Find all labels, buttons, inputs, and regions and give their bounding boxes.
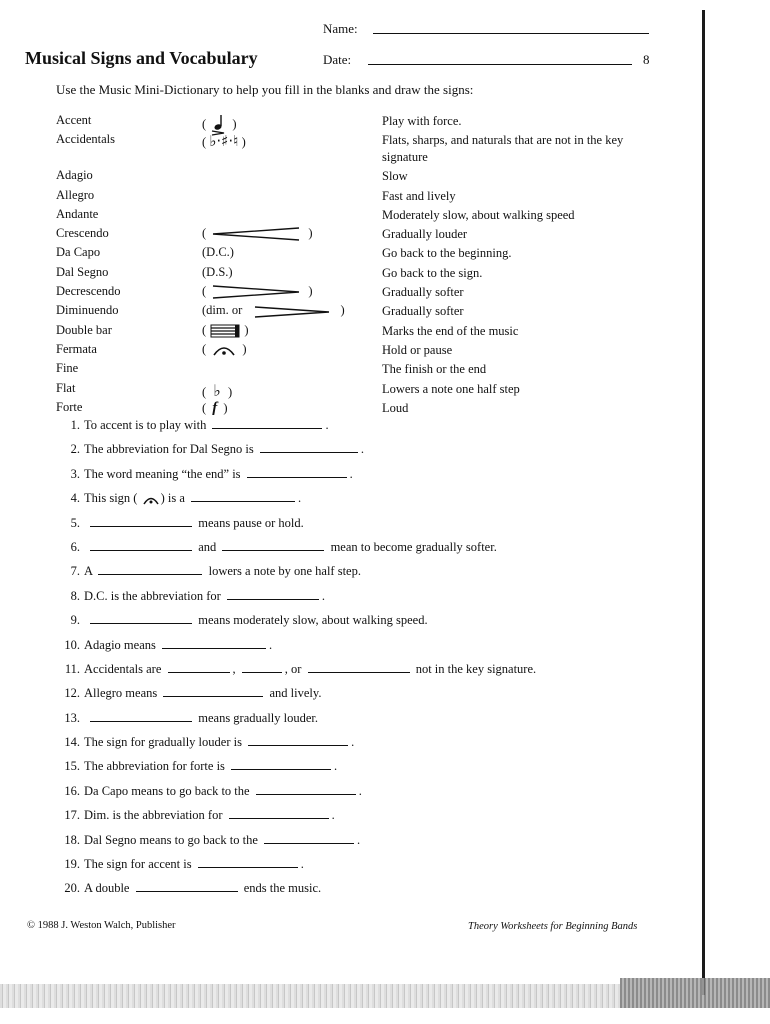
question-row: 7. A lowers a note by one half step. [58, 564, 678, 588]
date-label: Date: [323, 52, 352, 67]
answer-blank[interactable] [90, 541, 192, 551]
dictionary-row [56, 303, 666, 322]
answer-blank[interactable] [98, 565, 202, 575]
question-number: 9. [70, 613, 80, 628]
diminuendo-sign: (dim. or ) [202, 303, 345, 319]
question-number: 4. [70, 491, 80, 506]
dictionary-row [56, 400, 666, 419]
answer-blank[interactable] [162, 639, 266, 649]
question-row: 14. The sign for gradually louder is . [58, 735, 678, 759]
dictionary-row [56, 245, 666, 264]
question-row: 15. The abbreviation for forte is . [58, 759, 678, 783]
question-row: 19. The sign for accent is . [58, 857, 678, 881]
answer-blank[interactable] [231, 760, 331, 770]
answer-blank[interactable] [264, 834, 354, 844]
dal-segno-sign: (D.S.) [202, 264, 233, 279]
question-number: 12. [64, 686, 80, 701]
question-number: 2. [70, 442, 80, 457]
question-number: 13. [64, 710, 80, 725]
dictionary-term: Double bar [56, 322, 112, 337]
dictionary-term: Accent [56, 113, 92, 127]
dictionary-term: Decrescendo [56, 284, 121, 299]
dictionary-row [56, 323, 666, 342]
question-row: 18. Dal Segno means to go back to the . [58, 833, 678, 857]
dictionary-row [56, 284, 666, 303]
dictionary-row [56, 381, 666, 400]
dictionary-definition: Slow [382, 169, 408, 184]
answer-blank[interactable] [256, 785, 356, 795]
name-blank[interactable] [373, 33, 649, 34]
dictionary-row [56, 265, 666, 284]
flat-sign: ( ♭ ) [202, 380, 233, 400]
dictionary-term: Da Capo [56, 245, 101, 260]
dictionary-definition: Go back to the sign. [382, 265, 483, 280]
answer-blank[interactable] [308, 663, 410, 673]
question-number: 18. [64, 832, 80, 847]
flat-icon: ♭ [213, 380, 221, 400]
mini-dictionary [56, 113, 666, 419]
question-row: 12. Allegro means and lively. [58, 686, 678, 710]
scan-noise-band [0, 984, 770, 1008]
answer-blank[interactable] [222, 541, 324, 551]
instructions: Use the Music Mini-Dictionary to help you fill in the blanks and draw the signs: [56, 82, 474, 97]
question-number: 10. [64, 637, 80, 652]
question-row: 13. means gradually louder. [58, 711, 678, 735]
da-capo-sign: (D.C.) [202, 245, 234, 260]
worksheet-title: Musical Signs and Vocabulary [25, 48, 258, 68]
crescendo-sign: ( ) [202, 226, 313, 242]
fermata-icon [209, 342, 239, 358]
double-bar-icon [209, 323, 241, 339]
dictionary-term: Fine [56, 361, 79, 376]
fill-in-questions [58, 418, 678, 906]
question-row: 16. Da Capo means to go back to the . [58, 784, 678, 808]
decrescendo-hairpin-icon [209, 284, 305, 300]
question-number: 7. [70, 564, 80, 579]
accidentals-sign: ( ♭·♯·♮ ) [202, 132, 246, 151]
dictionary-term: Accidentals [56, 132, 116, 147]
dictionary-term: Forte [56, 399, 83, 414]
question-number: 11. [64, 661, 80, 676]
accent-sign: ( ) [202, 113, 237, 137]
name-field [323, 21, 358, 37]
question-number: 5. [70, 515, 80, 530]
question-row: 17. Dim. is the abbreviation for . [58, 808, 678, 832]
question-number: 14. [64, 735, 80, 750]
question-number: 16. [64, 783, 80, 798]
dictionary-definition: Fast and lively [382, 188, 456, 203]
answer-blank[interactable] [90, 712, 192, 722]
book-series-title: Theory Worksheets for Beginning Bands [468, 921, 638, 932]
question-number: 3. [70, 466, 80, 481]
question-row: 1. To accent is to play with . [58, 418, 678, 442]
name-label: Name: [323, 21, 358, 36]
dictionary-definition: The finish or the end [382, 362, 487, 377]
answer-blank[interactable] [163, 687, 263, 697]
dictionary-term: Flat [56, 380, 76, 395]
answer-blank[interactable] [227, 590, 319, 600]
dictionary-row [56, 168, 666, 187]
dictionary-row [56, 132, 666, 168]
question-number: 17. [64, 808, 80, 823]
page-number: 8 [643, 52, 650, 67]
answer-blank[interactable] [247, 468, 347, 478]
date-blank[interactable] [368, 64, 632, 65]
dictionary-definition: Moderately slow, about walking speed [382, 207, 575, 222]
dictionary-definition: Lowers a note one half step [382, 381, 520, 396]
flat-sharp-natural-icon: ♭·♯·♮ [209, 132, 239, 151]
dictionary-definition: Gradually louder [382, 227, 468, 242]
question-row: 2. The abbreviation for Dal Segno is . [58, 442, 678, 466]
dictionary-term: Crescendo [56, 226, 109, 241]
question-number: 19. [64, 857, 80, 872]
forte-sign: ( f ) [202, 399, 228, 416]
fermata-sign: ( ) [202, 342, 247, 358]
question-number: 8. [70, 588, 80, 603]
answer-blank[interactable] [242, 663, 282, 673]
dictionary-definition: Gradually softer [382, 304, 464, 319]
dictionary-row [56, 342, 666, 361]
decrescendo-sign: ( ) [202, 284, 313, 300]
question-row: 20. A double ends the music. [58, 881, 678, 905]
dictionary-term: Dal Segno [56, 264, 109, 279]
fermata-icon [141, 493, 161, 505]
dictionary-term: Fermata [56, 341, 97, 356]
dictionary-term: Adagio [56, 168, 93, 183]
dictionary-row [56, 361, 666, 380]
page-edge-shadow [702, 10, 705, 995]
question-row: 6. and mean to become gradually softer. [58, 540, 678, 564]
dictionary-term: Andante [56, 206, 99, 221]
answer-blank[interactable] [212, 419, 322, 429]
question-row: 8. D.C. is the abbreviation for . [58, 589, 678, 613]
date-field [323, 52, 351, 68]
dictionary-term: Allegro [56, 187, 95, 202]
dictionary-row [56, 188, 666, 207]
dictionary-definition: Loud [382, 400, 409, 415]
dictionary-row [56, 226, 666, 245]
answer-blank[interactable] [248, 736, 348, 746]
dictionary-definition: Flats, sharps, and naturals that are not in the key signature [382, 133, 624, 165]
dictionary-row [56, 113, 666, 132]
dictionary-definition: Marks the end of the music [382, 323, 519, 338]
dictionary-term: Diminuendo [56, 303, 119, 318]
answer-blank[interactable] [191, 492, 295, 502]
question-row: 11. Accidentals are , , or not in the key signature. [58, 662, 678, 686]
question-number: 15. [64, 759, 80, 774]
answer-blank[interactable] [198, 858, 298, 868]
answer-blank[interactable] [168, 663, 230, 673]
question-row: 5. means pause or hold. [58, 516, 678, 540]
double-bar-sign: ( ) [202, 323, 249, 339]
dictionary-row [56, 207, 666, 226]
dictionary-definition: Play with force. [382, 114, 462, 128]
dictionary-definition: Gradually softer [382, 285, 464, 300]
question-number: 20. [64, 881, 80, 896]
answer-blank[interactable] [260, 443, 358, 453]
question-row: 10. Adagio means . [58, 638, 678, 662]
forte-f-icon: f [212, 399, 218, 416]
question-row: 9. means moderately slow, about walking speed. [58, 613, 678, 637]
question-row: 3. The word meaning “the end” is . [58, 467, 678, 491]
copyright-notice: © 1988 J. Weston Walch, Publisher [27, 920, 176, 931]
question-number: 1. [70, 418, 80, 432]
dictionary-definition: Go back to the beginning. [382, 246, 512, 261]
question-row: 4. This sign ( ) is a . [58, 491, 678, 515]
question-number: 6. [70, 539, 80, 554]
answer-blank[interactable] [90, 517, 192, 527]
answer-blank[interactable] [229, 809, 329, 819]
answer-blank[interactable] [136, 882, 238, 892]
answer-blank[interactable] [90, 614, 192, 624]
diminuendo-hairpin-icon [245, 304, 337, 320]
crescendo-hairpin-icon [209, 226, 305, 242]
dictionary-definition: Hold or pause [382, 342, 453, 357]
